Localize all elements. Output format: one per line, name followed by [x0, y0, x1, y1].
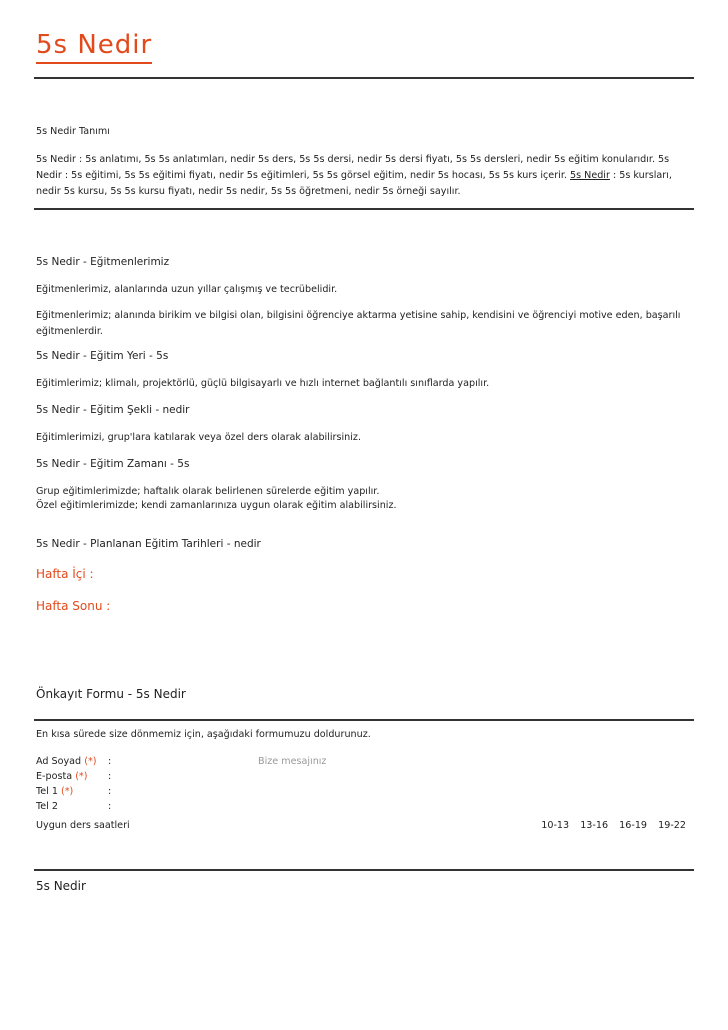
- definition-text-part2: : 5s kursları, nedir 5s kursu, 5s 5s kursu fiyatı, nedir 5s nedir, 5s 5s öğretmeni, nedir 5s örneği sayılır.: [36, 170, 672, 197]
- location-text: Eğitimlerimiz; klimalı, projektörlü, güçlü bilgisayarlı ve hızlı internet bağlantılı sınıflarda yapılır.: [36, 378, 490, 389]
- tel1-label: Tel 1 (*): [36, 786, 74, 797]
- title-divider: [34, 77, 694, 79]
- group-schedule-text: Grup eğitimlerimizde; haftalık olarak belirlenen sürelerde eğitim yapılır.: [36, 486, 380, 497]
- location-heading: 5s Nedir - Eğitim Yeri - 5s: [36, 350, 169, 362]
- required-mark: (*): [84, 756, 97, 767]
- footer-heading: 5s Nedir: [36, 879, 86, 893]
- format-heading: 5s Nedir - Eğitim Şekli - nedir: [36, 404, 190, 416]
- section1-divider: [34, 208, 694, 210]
- tel2-label: Tel 2: [36, 801, 58, 812]
- planned-dates-heading: 5s Nedir - Planlanan Eğitim Tarihleri - nedir: [36, 538, 261, 550]
- hours-option[interactable]: 13-16: [580, 820, 609, 831]
- hours-option[interactable]: 19-22: [658, 820, 686, 831]
- hours-option[interactable]: 10-13: [541, 820, 570, 831]
- private-schedule-text: Özel eğitimlerimizde; kendi zamanlarınıza uygun olarak eğitim alabilirsiniz.: [36, 500, 397, 511]
- name-label: Ad Soyad (*): [36, 756, 97, 767]
- hours-option[interactable]: 16-19: [619, 820, 648, 831]
- schedule-heading: 5s Nedir - Eğitim Zamanı - 5s: [36, 458, 190, 470]
- required-mark: (*): [75, 771, 88, 782]
- form-heading: Önkayıt Formu - 5s Nedir: [36, 687, 186, 701]
- nedir-link[interactable]: 5s Nedir: [569, 170, 610, 181]
- email-label: E-posta (*): [36, 771, 88, 782]
- trainers-heading: 5s Nedir - Eğitmenlerimiz: [36, 256, 170, 268]
- trainers-detail-text: Eğitmenlerimiz; alanında birikim ve bilgisi olan, bilgisini öğrenciye aktarma yetisine sahip, kendisini ve öğrenciyi motive eden, başarılı eğitmenlerdir.: [36, 310, 681, 337]
- weekend-label: Hafta Sonu :: [36, 599, 111, 613]
- message-field[interactable]: Bize mesajınız: [258, 756, 327, 767]
- weekday-label: Hafta İçi :: [36, 567, 94, 581]
- page-title: 5s Nedir: [36, 28, 152, 64]
- form-divider: [34, 719, 694, 721]
- form-intro: En kısa sürede size dönmemiz için, aşağıdaki formumuzu doldurunuz.: [36, 729, 371, 740]
- required-mark: (*): [61, 786, 74, 797]
- tel1-colon: :: [108, 786, 112, 797]
- trainers-text: Eğitmenlerimiz, alanlarında uzun yıllar çalışmış ve tecrübelidir.: [36, 284, 338, 295]
- definition-heading: 5s Nedir Tanımı: [36, 126, 110, 137]
- footer-divider: [34, 869, 694, 871]
- format-text: Eğitimlerimizi, grup'lara katılarak veya özel ders olarak alabilirsiniz.: [36, 432, 361, 443]
- email-colon: :: [108, 771, 112, 782]
- hours-options: [533, 820, 686, 831]
- definition-text-part1: 5s Nedir : 5s anlatımı, 5s 5s anlatımları, nedir 5s ders, 5s 5s dersi, nedir 5s dersi fiyatı, 5s 5s dersleri, nedir 5s eğitim konularıdır. 5s Nedir : 5s eğitimi, 5s 5s eğitimi fiyatı, nedir 5s eğitimleri, 5s 5s görsel eğitim, nedir 5s hocası, 5s 5s kurs içerir.: [36, 154, 670, 181]
- definition-paragraph: [36, 152, 686, 200]
- tel2-colon: :: [108, 801, 112, 812]
- hours-label: Uygun ders saatleri: [36, 820, 130, 831]
- name-colon: :: [108, 756, 112, 767]
